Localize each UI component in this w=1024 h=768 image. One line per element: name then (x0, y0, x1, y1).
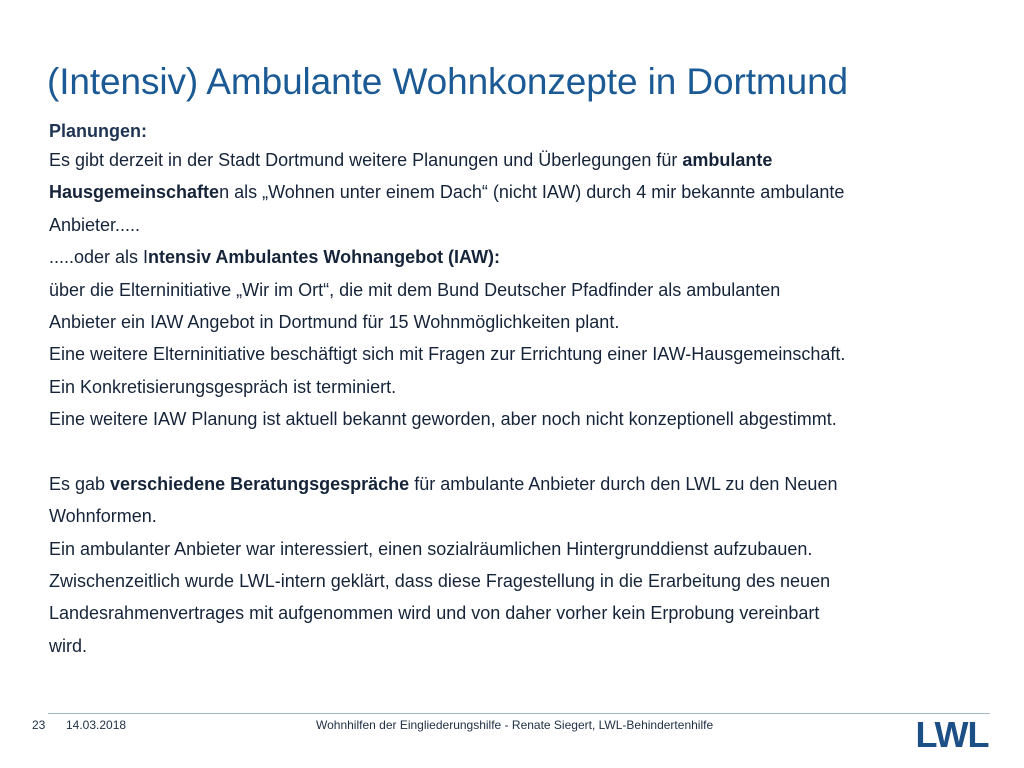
lwl-logo-text: LWL (915, 717, 989, 751)
body-text: .....oder als I (49, 247, 149, 268)
footer-divider (48, 713, 990, 714)
emphasized-text: verschiedene Beratungsgespräche (110, 473, 410, 494)
body-text: Eine weitere IAW Planung ist aktuell bekannt geworden, aber noch nicht konzeptionell abgestimmt. (49, 409, 837, 430)
slide-body (49, 144, 1009, 662)
body-text: Landesrahmenvertrages mit aufgenommen wird und von daher vorher kein Erprobung vereinbart (49, 603, 820, 624)
body-line (49, 274, 1009, 306)
body-text: Ein ambulanter Anbieter war interessiert, einen sozialräumlichen Hintergrunddienst aufzubauen. (49, 538, 813, 559)
body-text: Zwischenzeitlich wurde LWL-intern geklärt, dass diese Fragestellung in die Erarbeitung des neuen (49, 571, 831, 592)
body-line (49, 176, 1009, 208)
body-line (49, 533, 1009, 565)
section-label: Planungen: (49, 121, 147, 141)
body-line (49, 144, 1009, 176)
body-text: Anbieter ein IAW Angebot in Dortmund für 15 Wohnmöglichkeiten plant. (49, 311, 620, 332)
body-text: Es gab (49, 473, 111, 494)
body-line (49, 241, 1009, 273)
body-line (49, 338, 1009, 370)
footer-date: 14.03.2018 (66, 718, 127, 732)
body-text: Ein Konkretisierungsgespräch ist terminiert. (49, 376, 397, 397)
body-text: Es gibt derzeit in der Stadt Dortmund weitere Planungen und Überlegungen für (49, 150, 683, 170)
footer-text: Wohnhilfen der Eingliederungshilfe - Renate Siegert, LWL-Behindertenhilfe (316, 718, 714, 732)
body-line (49, 403, 1009, 435)
body-line (49, 500, 1009, 532)
slide-title: (Intensiv) Ambulante Wohnkonzepte in Dortmund (47, 61, 849, 102)
blank-line (49, 436, 1009, 468)
body-text: n als „Wohnen unter einem Dach“ (nicht IAW) durch 4 mir bekannte ambulante (219, 182, 845, 203)
body-text: Wohnformen. (49, 506, 157, 527)
body-text: Eine weitere Elterninitiative beschäftigt sich mit Fragen zur Errichtung einer IAW-Hausgemeinschaft. (49, 344, 846, 365)
body-text: wird. (49, 635, 88, 656)
body-line (49, 306, 1009, 338)
body-line (49, 565, 1009, 597)
page-number: 23 (32, 718, 46, 732)
body-text: über die Elterninitiative „Wir im Ort“, die mit dem Bund Deutscher Pfadfinder als ambulanten (49, 279, 781, 300)
body-text: für ambulante Anbieter durch den LWL zu den Neuen (409, 473, 838, 494)
lwl-logo (906, 717, 998, 751)
emphasized-text: ntensiv Ambulantes Wohnangebot (IAW): (148, 247, 501, 268)
emphasized-text: ambulante (682, 150, 773, 170)
body-line (49, 209, 1009, 241)
body-line (49, 597, 1009, 629)
body-line (49, 371, 1009, 403)
body-line (49, 630, 1009, 662)
body-line (49, 468, 1009, 500)
emphasized-text: Hausgemeinschafte (49, 182, 220, 203)
body-text: Anbieter..... (49, 214, 141, 235)
